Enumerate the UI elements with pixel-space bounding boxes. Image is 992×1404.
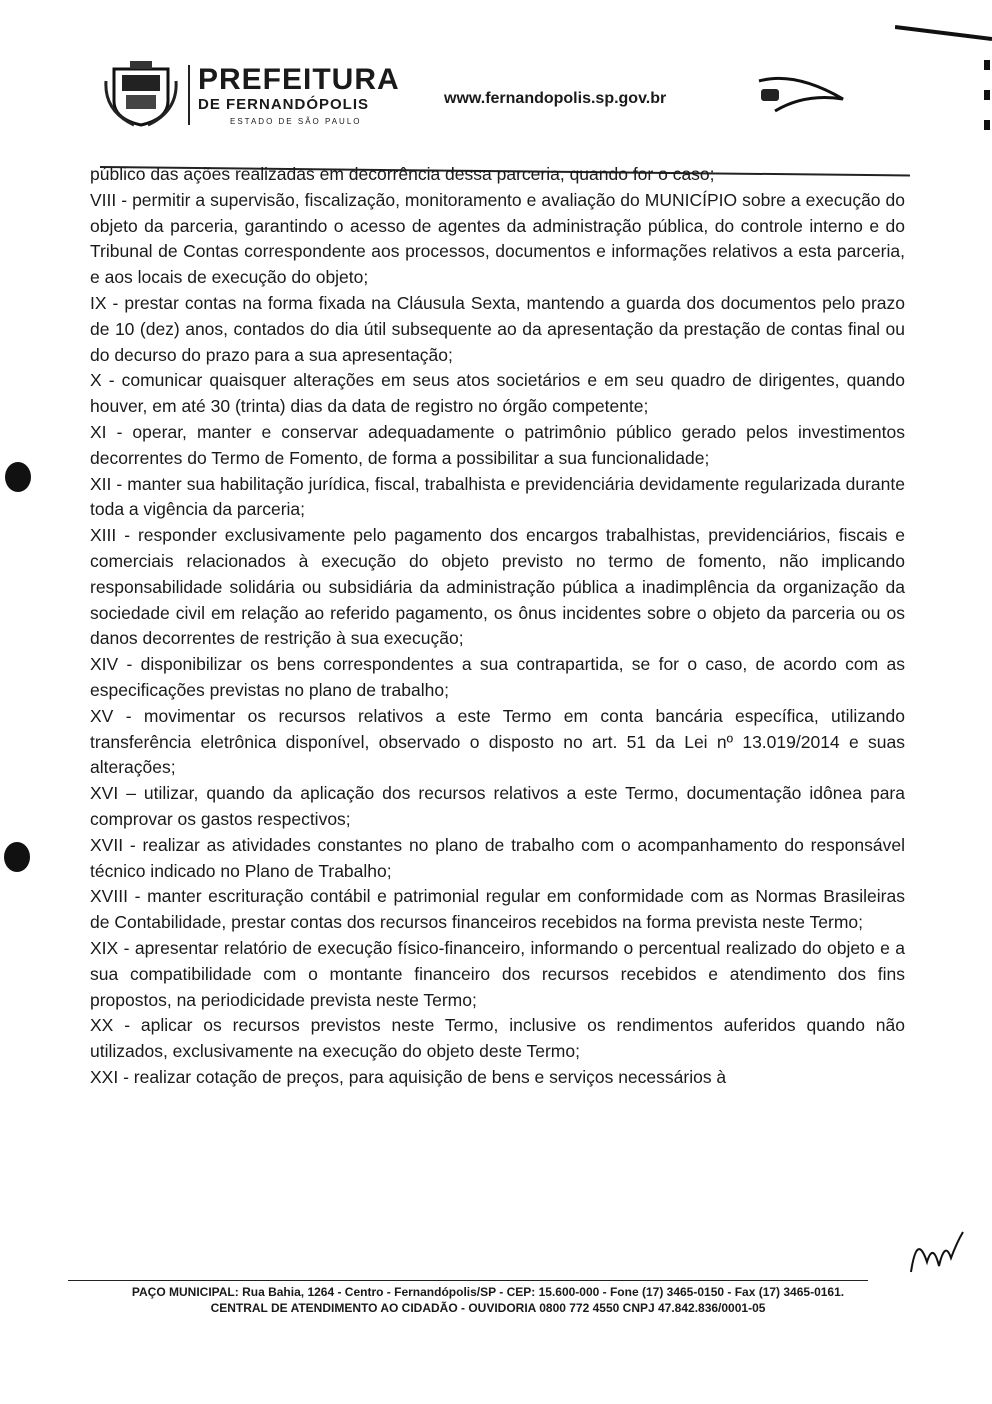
letterhead xyxy=(100,55,920,135)
paragraph: XVIII - manter escrituração contábil e patrimonial regular em conformidade com as Normas Brasileiras de Contabilidade, prestar contas dos recursos financeiros recebidos na forma prevista neste Termo; xyxy=(90,886,905,933)
footer-contact: CENTRAL DE ATENDIMENTO AO CIDADÃO - OUVIDORIA 0800 772 4550 CNPJ 47.842.836/0001-05 xyxy=(210,1301,766,1315)
paragraph: XX - aplicar os recursos previstos neste Termo, inclusive os rendimentos auferidos quando não utilizados, exclusivamente na execução do objeto deste Termo; xyxy=(90,1015,905,1062)
header-title: PREFEITURA xyxy=(198,63,400,96)
header-website: www.fernandopolis.sp.gov.br xyxy=(444,90,667,107)
footer xyxy=(68,1284,908,1316)
paragraph: XIII - responder exclusivamente pelo pagamento dos encargos trabalhistas, previdenciários, fiscais e comerciais relacionados à execução do objeto previsto no termo de fomento, não implicando responsabilidade solidária ou subsidiária da administração pública a inadimplência da organização da sociedade civil em relação ao referido pagamento, os ônus incidentes sobre o objeto da parceria ou os danos decorrentes de restrição à sua execução; xyxy=(90,525,905,649)
paragraph: XXI - realizar cotação de preços, para aquisição de bens e serviços necessários à xyxy=(90,1066,727,1087)
paragraph: XIV - disponibilizar os bens correspondentes a sua contrapartida, se for o caso, de acordo com as especificações previstas no plano de trabalho; xyxy=(90,654,905,700)
header-state: ESTADO DE SÃO PAULO xyxy=(230,117,362,126)
paragraph: IX - prestar contas na forma fixada na Cláusula Sexta, mantendo a guarda dos documentos pelo prazo de 10 (dez) anos, contados do dia útil subsequente ao da apresentação da prestação de contas final ou do decurso do prazo para a sua apresentação; xyxy=(90,292,905,365)
footer-rule xyxy=(68,1280,868,1281)
scan-edge-mark xyxy=(895,25,992,45)
header-divider xyxy=(188,65,190,125)
paragraph: XII - manter sua habilitação jurídica, fiscal, trabalhista e previdenciária devidamente regularizada durante toda a vigência da parceria; xyxy=(90,473,905,520)
paragraph: XVI – utilizar, quando da aplicação dos recursos relativos a este Termo, documentação idônea para comprovar os gastos respectivos; xyxy=(90,783,905,829)
punch-hole xyxy=(5,462,31,492)
paragraph: XIX - apresentar relatório de execução físico-financeiro, informando o percentual realizado do objeto e a sua compatibilidade com o montante financeiro dos recursos recebidos e atendimento dos fins propostos, na periodicidade prevista neste Termo; xyxy=(90,937,905,1010)
paragraph: XI - operar, manter e conservar adequadamente o patrimônio público gerado pelos investimentos decorrentes do Termo de Fomento, de forma a possibilitar a sua funcionalidade; xyxy=(90,421,905,468)
signature-icon xyxy=(905,1222,965,1282)
document-body xyxy=(90,162,905,1091)
municipal-crest-icon xyxy=(104,61,178,127)
arrow-emblem-icon xyxy=(755,71,845,121)
paragraph: X - comunicar quaisquer alterações em seus atos societários e em seu quadro de dirigentes, quando houver, em até 30 (trinta) dias da data de registro no órgão competente; xyxy=(90,370,905,417)
paragraph: público das ações realizadas em decorrência dessa parceria, quando for o caso; xyxy=(90,164,715,184)
scan-side-marks xyxy=(982,60,992,140)
paragraph: XV - movimentar os recursos relativos a este Termo em conta bancária específica, utilizando transferência eletrônica disponível, observado o disposto no art. 51 da Lei nº 13.019/2014 e suas alterações; xyxy=(90,705,905,778)
punch-hole xyxy=(4,842,30,872)
header-subtitle: DE FERNANDÓPOLIS xyxy=(198,96,370,113)
paragraph: VIII - permitir a supervisão, fiscalização, monitoramento e avaliação do MUNICÍPIO sobre a execução do objeto da parceria, garantindo o acesso de agentes da administração pública, do controle interno e do Tribunal de Contas correspondente aos processos, documentos e informações relativos a esta parceria, e aos locais de execução do objeto; xyxy=(90,189,905,288)
paragraph: XVII - realizar as atividades constantes no plano de trabalho com o acompanhamento do responsável técnico indicado no Plano de Trabalho; xyxy=(90,834,905,881)
footer-address: PAÇO MUNICIPAL: Rua Bahia, 1264 - Centro - Fernandópolis/SP - CEP: 15.600-000 - Fone (17) 3465-0150 - Fax (17) 3465-0161. xyxy=(131,1285,845,1299)
